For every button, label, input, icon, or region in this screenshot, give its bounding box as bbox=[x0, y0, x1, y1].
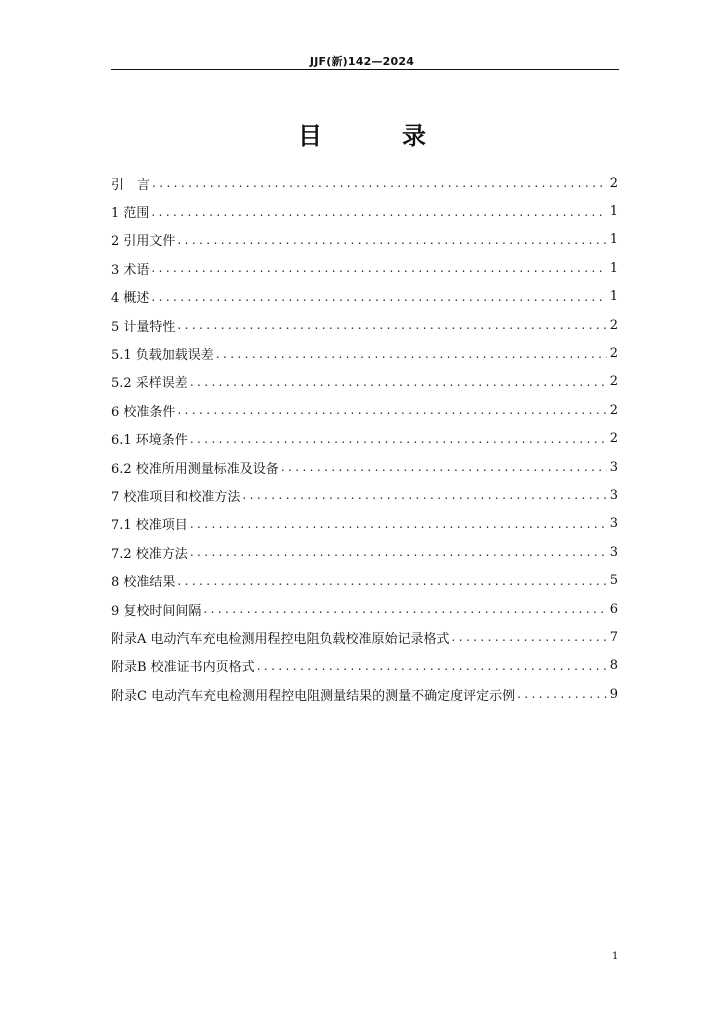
toc-entry-label: 7.2 校准方法 bbox=[111, 546, 188, 562]
toc-leader-dots bbox=[203, 602, 606, 616]
toc-entry[interactable] bbox=[111, 595, 618, 623]
toc-entry-page: 6 bbox=[609, 601, 618, 617]
toc-entry[interactable] bbox=[111, 538, 618, 566]
toc-leader-dots bbox=[190, 432, 607, 446]
toc-leader-dots bbox=[151, 261, 606, 275]
toc-leader-dots bbox=[190, 517, 607, 531]
toc-entry-page: 2 bbox=[609, 431, 618, 447]
toc-entry-page: 1 bbox=[609, 289, 618, 305]
toc-entry-label: 5.2 采样误差 bbox=[111, 376, 188, 392]
toc-leader-dots bbox=[281, 460, 607, 474]
toc-entry-page: 2 bbox=[609, 374, 618, 390]
toc-entry[interactable] bbox=[111, 226, 618, 254]
toc-entry-page: 7 bbox=[609, 629, 618, 645]
toc-entry-label: 8 校准结果 bbox=[111, 575, 176, 591]
toc-entry-page: 3 bbox=[609, 544, 618, 560]
toc-leader-dots bbox=[517, 687, 607, 701]
toc-entry[interactable] bbox=[111, 481, 618, 509]
toc-entry-label: 附录B 校准证书内页格式 bbox=[111, 660, 255, 676]
toc-leader-dots bbox=[152, 176, 607, 190]
table-of-contents bbox=[111, 169, 618, 708]
toc-entry-label: 6 校准条件 bbox=[111, 404, 176, 420]
toc-leader-dots bbox=[190, 375, 607, 389]
toc-entry[interactable] bbox=[111, 396, 618, 424]
toc-entry-page: 2 bbox=[609, 317, 618, 333]
toc-leader-dots bbox=[177, 233, 606, 247]
toc-entry-label: 引 言 bbox=[111, 177, 151, 193]
header-divider bbox=[111, 69, 619, 70]
toc-leader-dots bbox=[177, 318, 606, 332]
toc-entry[interactable] bbox=[111, 566, 618, 594]
toc-entry[interactable] bbox=[111, 453, 618, 481]
toc-entry[interactable] bbox=[111, 680, 618, 708]
toc-entry-label: 6.2 校准所用测量标准及设备 bbox=[111, 461, 279, 477]
toc-entry[interactable] bbox=[111, 425, 618, 453]
toc-entry-page: 1 bbox=[609, 204, 618, 220]
toc-entry[interactable] bbox=[111, 197, 618, 225]
toc-title: 目 录 bbox=[298, 122, 454, 150]
toc-leader-dots bbox=[190, 545, 607, 559]
toc-entry-page: 2 bbox=[609, 175, 618, 191]
toc-leader-dots bbox=[242, 488, 606, 502]
toc-leader-dots bbox=[177, 403, 606, 417]
toc-leader-dots bbox=[151, 205, 606, 219]
toc-entry-label: 4 概述 bbox=[111, 291, 150, 307]
toc-entry-page: 3 bbox=[609, 459, 618, 475]
toc-entry[interactable] bbox=[111, 652, 618, 680]
toc-entry-label: 1 范围 bbox=[111, 206, 150, 222]
toc-leader-dots bbox=[257, 659, 607, 673]
toc-entry-page: 1 bbox=[609, 232, 618, 248]
toc-entry[interactable] bbox=[111, 311, 618, 339]
toc-entry-page: 2 bbox=[609, 346, 618, 362]
toc-entry[interactable] bbox=[111, 283, 618, 311]
toc-entry-page: 5 bbox=[609, 573, 618, 589]
toc-entry-label: 2 引用文件 bbox=[111, 234, 176, 250]
toc-leader-dots bbox=[216, 347, 607, 361]
toc-entry-label: 附录A 电动汽车充电检测用程控电阻负载校准原始记录格式 bbox=[111, 631, 450, 647]
toc-entry-page: 8 bbox=[609, 658, 618, 674]
toc-entry-label: 9 复校时间间隔 bbox=[111, 603, 202, 619]
page-number: 1 bbox=[612, 951, 619, 962]
toc-entry[interactable] bbox=[111, 623, 618, 651]
toc-entry-page: 3 bbox=[609, 487, 618, 503]
toc-entry[interactable] bbox=[111, 510, 618, 538]
document-code: JJF(新)142—2024 bbox=[309, 55, 415, 68]
toc-entry[interactable] bbox=[111, 254, 618, 282]
toc-entry-label: 7.1 校准项目 bbox=[111, 518, 188, 534]
toc-entry-page: 1 bbox=[609, 260, 618, 276]
toc-entry[interactable] bbox=[111, 169, 618, 197]
toc-leader-dots bbox=[452, 630, 607, 644]
toc-leader-dots bbox=[177, 574, 606, 588]
toc-entry-label: 7 校准项目和校准方法 bbox=[111, 489, 241, 505]
toc-entry-label: 3 术语 bbox=[111, 262, 150, 278]
toc-entry-label: 6.1 环境条件 bbox=[111, 433, 188, 449]
toc-entry-label: 附录C 电动汽车充电检测用程控电阻测量结果的测量不确定度评定示例 bbox=[111, 688, 516, 704]
toc-entry-label: 5 计量特性 bbox=[111, 319, 176, 335]
toc-entry-page: 2 bbox=[609, 402, 618, 418]
toc-entry[interactable] bbox=[111, 368, 618, 396]
toc-entry-page: 3 bbox=[609, 516, 618, 532]
toc-entry-page: 9 bbox=[609, 686, 618, 702]
toc-leader-dots bbox=[151, 290, 606, 304]
toc-entry-label: 5.1 负载加载误差 bbox=[111, 348, 214, 364]
toc-entry[interactable] bbox=[111, 339, 618, 367]
